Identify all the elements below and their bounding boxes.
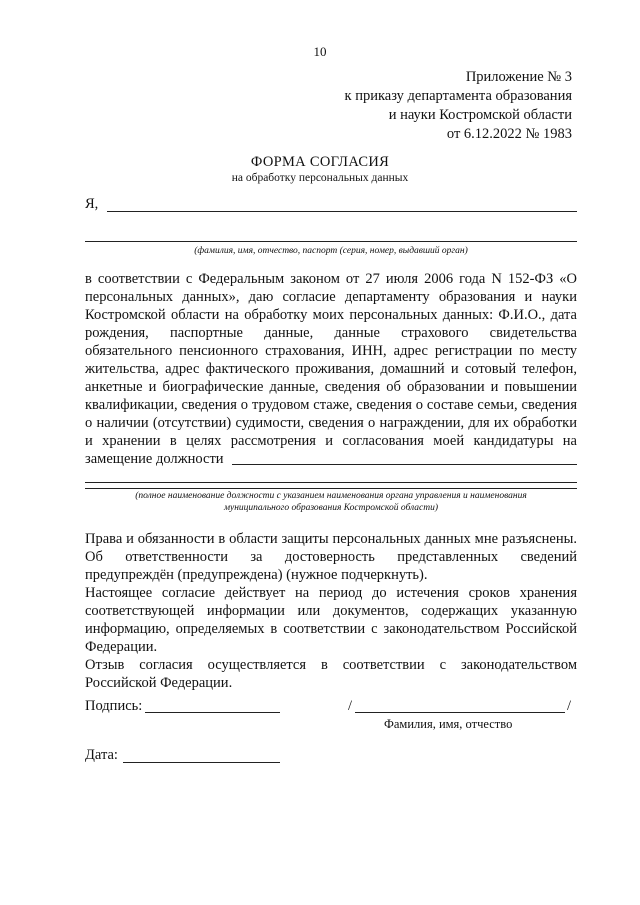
main-paragraph [85,270,577,450]
revocation-line: Отзыв согласия осуществляется в соответствии с законодательством [85,657,577,673]
position-input-line-2[interactable] [85,482,577,483]
rights-line: Права и обязанности в области защиты персональных данных мне разъяснены. [85,531,577,547]
fio-signature-input-line[interactable] [355,712,565,713]
signature-input-line[interactable] [145,712,280,713]
slash-left: / [348,698,353,714]
main-line: обязательного пенсионного страхования, ИНН, адрес регистрации по месту [85,343,577,359]
rights-line: предупреждён (предупреждена) (нужное подчеркнуть). [85,567,428,583]
caption-position-line-2: муниципального образования Костромской области) [223,503,439,513]
appendix-line-2: к приказу департамента образования [344,88,572,104]
appendix-line-3: и науки Костромской области [388,107,572,123]
rights-line: Об ответственности за достоверность представленных сведений [85,549,577,565]
fio-label: Фамилия, имя, отчество [384,717,513,731]
main-line: о наличии (отсутствии) судимости, сведения о награждении, для их обработки [85,415,577,431]
appendix-title: Приложение № 3 [465,69,572,85]
main-line: анкетные и биографические данные, сведения об образовании и повышении [85,379,577,395]
date-input-line[interactable] [123,762,280,763]
main-line: в соответствии с Федеральным законом от 27 июля 2006 года N 152-ФЗ «О [85,271,577,287]
main-line: квалификации, сведения о трудовом стаже, сведения о составе семьи, сведения [85,397,577,413]
revocation-paragraph [85,656,577,692]
appendix-line-4: от 6.12.2022 № 1983 [446,126,572,142]
caption-fio: (фамилия, имя, отчество, паспорт (серия, номер, выдавший орган) [194,246,468,256]
ya-label: Я, [85,196,99,212]
main-line: персональных данных», даю согласие департаменту образования и науки [85,289,577,305]
main-line: Костромской области на обработку моих персональных данных: Ф.И.О., дата [85,307,577,323]
validity-paragraph [85,584,577,656]
position-input-line-3[interactable] [85,488,577,489]
page-number: 10 [313,44,327,59]
revocation-line: Российской Федерации. [85,675,233,691]
validity-line: Настоящее согласие действует на период до истечения сроков хранения [85,585,577,601]
position-input-line[interactable] [232,464,577,465]
caption-position-line-1: (полное наименование должности с указанием наименования органа управления и наименования [135,491,527,501]
signature-label: Подпись: [85,698,143,714]
main-line: рождения, паспортные данные, данные страхового свидетельства [85,325,577,341]
fio-input-line-2[interactable] [85,241,577,242]
validity-line: соответствующей информации или документов, содержащих указанную [85,603,577,619]
date-label: Дата: [85,747,118,763]
slash-right: / [567,698,572,714]
main-line: и хранении в целях рассмотрения и согласования моей кандидатуры на [85,433,577,449]
fio-input-line[interactable] [107,211,577,212]
position-label: замещение должности [85,451,224,467]
form-title: ФОРМА СОГЛАСИЯ [250,154,390,170]
rights-paragraph [85,530,577,584]
caption-position [85,490,577,514]
validity-line: Федерации. [85,639,158,655]
main-line: жительства, адрес фактического проживания, домашний и сотовый телефон, [85,361,577,377]
form-subtitle: на обработку персональных данных [231,172,409,184]
validity-line: информацию, определяемых в соответствии с законодательством Российской [85,621,577,637]
